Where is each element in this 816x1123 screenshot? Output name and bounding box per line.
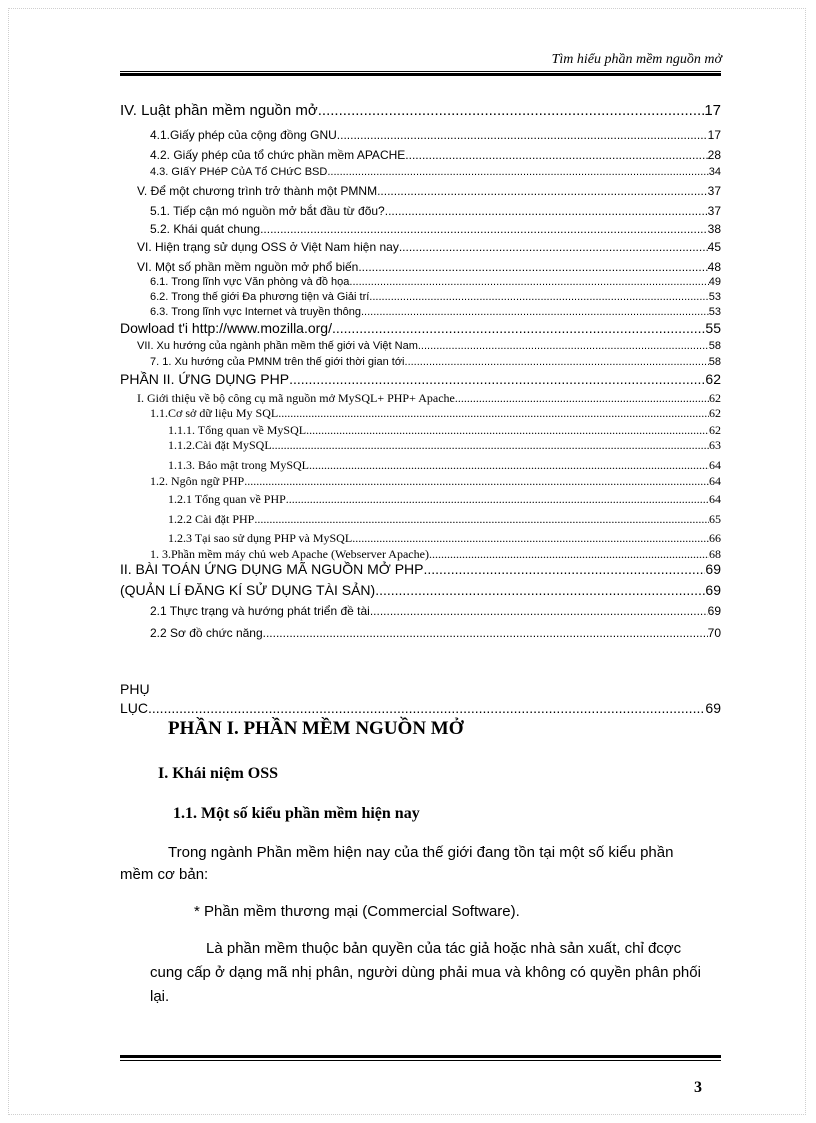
toc-leader — [254, 512, 709, 527]
toc-entry-text: 5.1. Tiếp cận mó nguồn mở bắt đầu từ đõu? — [150, 204, 385, 218]
toc-entry-text: 4.2. Giấy phép của tổ chức phần mềm APACHE — [150, 148, 406, 162]
toc-leader — [263, 626, 708, 640]
bullet-commercial-software: * Phần mềm thương mại (Commercial Software). — [194, 903, 520, 920]
toc-entry-text: 1.1.1. Tổng quan về MySQL — [168, 423, 307, 437]
toc-entry-page: 64 — [709, 492, 721, 506]
toc-entry — [150, 306, 721, 318]
toc-entry-text: 1.1.2.Cài đặt MySQL — [168, 438, 272, 452]
toc-entry — [120, 320, 721, 336]
toc-entry-text: 2.1 Thực trạng và hướng phát triển đề tài — [150, 604, 370, 618]
toc-entry-page: 69 — [705, 561, 721, 577]
toc-entry — [150, 222, 721, 236]
toc-entry-text: V. Để một chương trình trở thành một PMNM — [137, 184, 378, 198]
toc-leader — [377, 184, 708, 198]
toc-entry — [150, 276, 721, 288]
toc-entry — [137, 340, 721, 352]
appendix-label-line2: LỤC — [120, 700, 149, 716]
toc-entry-text: 2.2 Sơ đồ chức năng — [150, 626, 263, 640]
header-rule-thin — [120, 71, 721, 72]
intro-paragraph-line2: mềm cơ bản: — [120, 866, 209, 883]
description-line2: cung cấp ở dạng mã nhị phân, người dùng phải mua và không có quyền phân phối — [150, 964, 701, 981]
toc-entry-text: 4.3. GIấY PHéP CủA Tổ CHứC BSD — [150, 166, 328, 178]
toc-leader — [318, 102, 705, 119]
toc-entry-text: 1.1.3. Bảo mật trong MySQL — [168, 458, 309, 472]
toc-entry-page: 55 — [705, 320, 721, 336]
toc-entry-page: 62 — [709, 406, 721, 420]
toc-leader — [148, 700, 705, 716]
toc-entry-page: 53 — [708, 291, 721, 303]
toc-entry — [150, 474, 721, 489]
toc-leader — [358, 260, 707, 274]
toc-leader — [370, 604, 708, 618]
toc-entry-page: 17 — [707, 128, 721, 142]
toc-entry-text: Dowload t'i http://www.mozilla.org/ — [120, 320, 332, 336]
header-rule-thick — [120, 73, 721, 76]
toc-entry-appendix — [120, 700, 721, 716]
footer-rule-thin — [120, 1060, 721, 1061]
toc-entry-page: 69 — [707, 604, 721, 618]
toc-entry — [168, 423, 721, 438]
toc-entry-page: 17 — [704, 102, 721, 119]
toc-entry-page: 53 — [708, 306, 721, 318]
toc-entry-text: 1.2. Ngôn ngữ PHP — [150, 474, 245, 488]
toc-entry-page: 69 — [705, 582, 721, 598]
toc-entry-text: 5.2. Khái quát chung — [150, 222, 261, 236]
toc-entry-text: 6.3. Trong lĩnh vực Internet và truyền thông — [150, 306, 361, 318]
toc-entry-page: 28 — [707, 148, 721, 162]
toc-entry-page: 69 — [705, 700, 721, 716]
toc-entry-page: 70 — [707, 626, 721, 640]
toc-leader — [309, 458, 709, 473]
toc-entry-text: 7. 1. Xu hướng của PMNM trên thế giới thời gian tới. — [150, 356, 408, 368]
footer-rule-thick — [120, 1055, 721, 1058]
toc-entry — [120, 371, 721, 387]
toc-leader — [361, 306, 709, 318]
toc-entry — [168, 531, 721, 546]
toc-leader — [349, 276, 708, 288]
toc-entry-text: I. Giới thiệu về bộ công cụ mã nguồn mở MySQL+ PHP+ Apache — [137, 391, 455, 405]
toc-entry-page: 37 — [707, 184, 721, 198]
toc-entry-text: 1.1.Cơ sở dữ liệu My SQL — [150, 406, 279, 420]
toc-entry-page: 65 — [709, 512, 721, 526]
toc-leader — [327, 166, 708, 178]
toc-entry — [150, 626, 721, 640]
toc-entry — [168, 458, 721, 473]
toc-entry-text: VII. Xu hướng của ngành phần mềm thế giới và Việt Nam — [137, 340, 418, 352]
toc-leader — [423, 561, 705, 577]
toc-entry-text: VI. Hiện trạng sử dụng OSS ở Việt Nam hiện nay — [137, 240, 399, 254]
toc-entry — [150, 148, 721, 162]
appendix-label-line1: PHỤ — [120, 681, 150, 697]
toc-entry-text: 6.1. Trong lĩnh vực Văn phòng và đồ họa — [150, 276, 350, 288]
toc-entry — [137, 184, 721, 198]
toc-entry-page: 37 — [707, 204, 721, 218]
toc-entry-page: 68 — [709, 547, 721, 561]
toc-entry — [150, 356, 721, 368]
toc-entry-page: 62 — [705, 371, 721, 387]
toc-leader — [289, 371, 705, 387]
toc-entry-page: 38 — [707, 222, 721, 236]
toc-leader — [306, 423, 709, 438]
toc-entry-page: 34 — [708, 166, 721, 178]
toc-entry-page: 45 — [707, 240, 721, 254]
toc-entry — [168, 492, 721, 507]
toc-leader — [272, 438, 709, 453]
toc-entry-text: 1.2.3 Tại sao sử dụng PHP và MySQL — [168, 531, 353, 545]
toc-entry-page: 63 — [709, 438, 721, 452]
description-line3: lại. — [150, 988, 170, 1005]
toc-leader — [455, 391, 709, 406]
toc-entry-page: 58 — [708, 356, 721, 368]
toc-entry — [168, 438, 721, 453]
toc-leader — [375, 582, 705, 598]
toc-entry — [150, 604, 721, 618]
toc-entry — [137, 260, 721, 274]
toc-entry-page: 58 — [708, 340, 721, 352]
toc-entry — [137, 240, 721, 254]
toc-entry — [150, 547, 721, 562]
toc-leader — [399, 240, 708, 254]
toc-leader — [369, 291, 708, 303]
toc-entry — [150, 128, 721, 142]
toc-leader — [408, 356, 709, 368]
part-title: PHẦN I. PHẦN MỀM NGUỒN MỞ — [168, 718, 464, 739]
toc-leader — [244, 474, 709, 489]
description-line1: Là phần mềm thuộc bản quyền của tác giả hoặc nhà sản xuất, chỉ đcợc — [206, 940, 682, 957]
toc-leader — [405, 148, 707, 162]
toc-entry — [120, 561, 721, 577]
toc-leader — [385, 204, 708, 218]
toc-entry — [168, 512, 721, 527]
toc-entry-text: 1.2.1 Tổng quan về PHP — [168, 492, 286, 506]
toc-entry-text: 1.2.2 Cài đặt PHP — [168, 512, 255, 526]
toc-leader — [286, 492, 709, 507]
toc-entry-page: 64 — [709, 458, 721, 472]
toc-entry-page: 62 — [709, 391, 721, 405]
subsection-title: 1.1. Một số kiểu phần mềm hiện nay — [173, 805, 420, 822]
toc-entry-page: 49 — [708, 276, 721, 288]
toc-entry-text: 1. 3.Phần mềm máy chủ web Apache (Webserver Apache) — [150, 547, 429, 561]
toc-entry — [150, 406, 721, 421]
toc-entry — [137, 391, 721, 406]
toc-entry — [150, 166, 721, 178]
toc-entry-text: (QUẢN LÍ ĐĂNG KÍ SỬ DỤNG TÀI SẢN) — [120, 582, 376, 598]
toc-leader — [429, 547, 709, 562]
running-header: Tìm hiểu phần mềm nguồn mở — [551, 52, 722, 67]
toc-entry-text: II. BÀI TOÁN ỨNG DỤNG MÃ NGUỒN MỞ PHP — [120, 561, 424, 577]
toc-entry — [120, 582, 721, 598]
toc-entry-page: 66 — [709, 531, 721, 545]
toc-entry — [120, 102, 721, 119]
toc-entry-page: 62 — [709, 423, 721, 437]
toc-entry-text: PHẦN II. ỨNG DỤNG PHP — [120, 371, 290, 387]
toc-leader — [278, 406, 709, 421]
toc-leader — [260, 222, 708, 236]
toc-leader — [352, 531, 709, 546]
intro-paragraph-line1: Trong ngành Phần mềm hiện nay của thế giới đang tồn tại một số kiểu phần — [168, 844, 674, 861]
toc-entry — [150, 291, 721, 303]
toc-entry-text: VI. Một số phần mềm nguồn mở phổ biến — [137, 260, 359, 274]
toc-entry-page: 48 — [707, 260, 721, 274]
toc-entry-page: 64 — [709, 474, 721, 488]
section-title: I. Khái niệm OSS — [158, 765, 279, 782]
toc-entry-text: IV. Luật phần mềm nguồn mở — [120, 102, 318, 119]
page-number: 3 — [694, 1079, 702, 1096]
toc-entry-text: 4.1.Giấy phép của cộng đồng GNU — [150, 128, 337, 142]
toc-leader — [337, 128, 708, 142]
toc-leader — [418, 340, 709, 352]
toc-entry — [150, 204, 721, 218]
toc-entry-text: 6.2. Trong thế giới Đa phương tiện và Giải trí — [150, 291, 370, 303]
toc-leader — [332, 320, 705, 336]
